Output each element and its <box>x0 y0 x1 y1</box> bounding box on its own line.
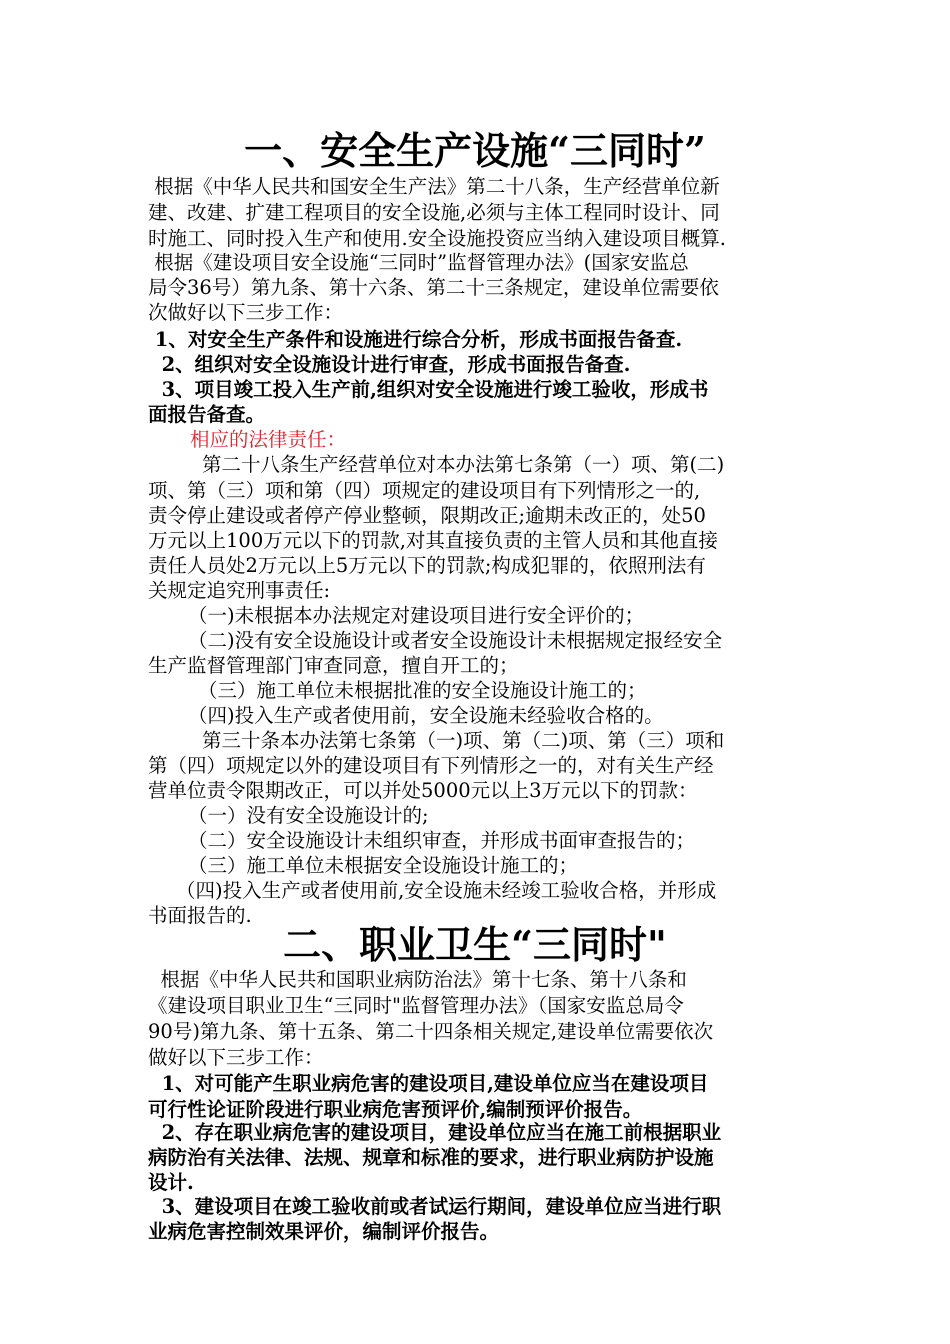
section2-step: 业病危害控制效果评价，编制评价报告。 <box>148 1220 500 1243</box>
section2-intro-line: 做好以下三步工作： <box>148 1046 324 1069</box>
article30-item: （一）没有安全设施设计的; <box>188 804 429 827</box>
section1-step: 面报告备查。 <box>148 403 266 426</box>
article30-line: 第（四）项规定以外的建设项目有下列情形之一的，对有关生产经 <box>148 754 714 777</box>
article28-line: 第二十八条生产经营单位对本办法第七条第（一）项、第(二) <box>202 453 725 476</box>
section1-title: 一、安全生产设施“三同时” <box>244 128 706 173</box>
section2-title: 二、职业卫生“三同时" <box>283 922 667 967</box>
section1-intro-line: 局令36号）第九条、第十六条、第二十三条规定，建设单位需要依 <box>148 276 719 299</box>
article30-line: 第三十条本办法第七条第（一)项、第（二)项、第（三）项和 <box>202 729 725 752</box>
article30-item: （四)投入生产或者使用前,安全设施未经竣工验收合格，并形成 <box>176 879 717 902</box>
article28-line: 关规定追究刑事责任: <box>148 579 331 602</box>
section1-intro-line: 建、改建、扩建工程项目的安全设施,必须与主体工程同时设计、同 <box>148 201 720 224</box>
article28-line: 责任人员处2万元以上5万元以下的罚款;构成犯罪的，依照刑法有 <box>148 554 706 577</box>
article28-item: 生产监督管理部门审查同意，擅自开工的； <box>148 654 519 677</box>
article30-item: （三）施工单位未根据安全设施设计施工的； <box>188 854 579 877</box>
section2-intro-line: 90号)第九条、第十五条、第二十四条相关规定,建设单位需要依次 <box>148 1020 714 1043</box>
article30-line: 营单位责令限期改正，可以并处5000元以上3万元以下的罚款： <box>148 779 698 802</box>
section1-intro-line: 次做好以下三步工作： <box>148 301 344 324</box>
section1-intro-line: 时施工、同时投入生产和使用.安全设施投资应当纳入建设项目概算. <box>148 227 726 250</box>
section2-step: 设计. <box>148 1171 194 1194</box>
liability-heading: 相应的法律责任： <box>190 428 347 451</box>
section2-step: 1、对可能产生职业病危害的建设项目,建设单位应当在建设项目 <box>148 1072 709 1095</box>
article28-line: 责令停止建设或者停产停业整顿，限期改正;逾期未改正的，处50 <box>148 504 706 527</box>
section1-intro-line: 根据《建设项目安全设施“三同时”监督管理办法》(国家安监总 <box>148 251 689 274</box>
section2-intro-line: 《建设项目职业卫生“三同时"监督管理办法》（国家安监总局令 <box>148 994 684 1017</box>
section2-step: 2、存在职业病危害的建设项目，建设单位应当在施工前根据职业 <box>148 1121 722 1144</box>
section1-step: 1、对安全生产条件和设施进行综合分析，形成书面报告备查. <box>148 328 683 351</box>
article30-item: 书面报告的. <box>148 904 252 927</box>
article28-line: 项、第（三）项和第（四）项规定的建设项目有下列情形之一的, <box>148 479 701 502</box>
section2-step: 可行性论证阶段进行职业病危害预评价,编制预评价报告。 <box>148 1098 643 1121</box>
article28-item: （三）施工单位未根据批准的安全设施设计施工的； <box>198 679 647 702</box>
article28-item: （四)投入生产或者使用前，安全设施未经验收合格的。 <box>188 704 664 727</box>
section1-intro-line: 根据《中华人民共和国安全生产法》第二十八条，生产经营单位新 <box>148 175 720 198</box>
section2-step: 病防治有关法律、法规、规章和标准的要求，进行职业病防护设施 <box>148 1146 714 1169</box>
article30-item: （二）安全设施设计未组织审查，并形成书面审查报告的； <box>188 829 696 852</box>
article28-item: （一)未根据本办法规定对建设项目进行安全评价的； <box>188 604 645 627</box>
section1-step: 2、组织对安全设施设计进行审查，形成书面报告备查. <box>148 353 631 376</box>
section2-step: 3、建设项目在竣工验收前或者试运行期间，建设单位应当进行职 <box>148 1195 722 1218</box>
section2-intro-line: 根据《中华人民共和国职业病防治法》第十七条、第十八条和 <box>148 968 687 991</box>
article28-item: （二)没有安全设施设计或者安全设施设计未根据规定报经安全 <box>188 629 723 652</box>
section1-step: 3、项目竣工投入生产前,组织对安全设施进行竣工验收，形成书 <box>148 378 709 401</box>
article28-line: 万元以上100万元以下的罚款,对其直接负责的主管人员和其他直接 <box>148 529 718 552</box>
